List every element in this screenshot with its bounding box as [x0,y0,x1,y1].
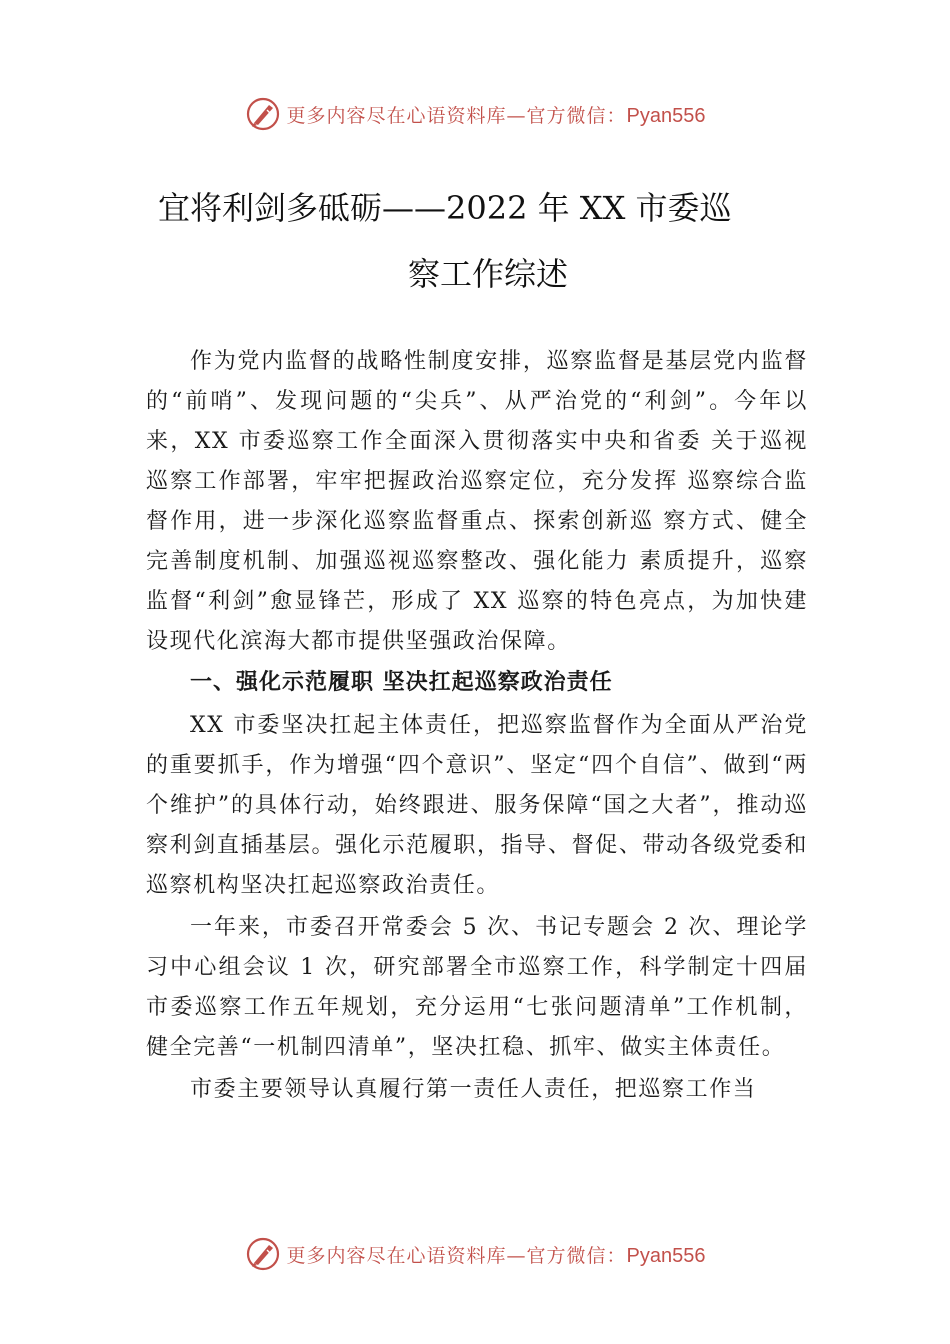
header-banner [0,92,950,136]
header-banner-label: 更多内容尽在心语资料库—官方微信： [286,104,627,127]
footer-banner-text [287,1241,706,1268]
title-line-1: 宜将利剑多砥砺——2022 年 XX 市委巡 [158,189,732,227]
body-paragraph-3: 市委主要领导认真履行第一责任人责任，把巡察工作当 [190,1077,757,1102]
footer-banner-label: 更多内容尽在心语资料库—官方微信： [286,1244,627,1267]
header-banner-text [287,101,706,128]
section-heading-1: 一、强化示范履职 坚决扛起巡察政治责任 [190,670,613,695]
footer-banner-handle: Pyan556 [626,1244,706,1267]
footer-banner [0,1232,950,1276]
intro-paragraph: 作为党内监督的战略性制度安排，巡察监督是基层党内监督的“前哨”、发现问题的“尖兵”、从严治党的“利剑”。今年以来，XX 市委巡察工作全面深入贯彻落实中央和省委 关于巡视巡察工作部署，牢牢把握政治巡察定位，充分发挥 巡察综合监督作用，进一步深化巡察监督重点、探索创新巡 察方式、健全完善制度机制、加强巡视巡察整改、强化能力 素质提升，巡察监督“利剑”愈显锋芒，形成了 XX 巡察的特色亮点，为加快建设现代化滨海大都市提供坚强政治保障。 [146,349,808,654]
document-body [146,342,808,1110]
header-banner-handle: Pyan556 [626,104,706,127]
pen-quill-logo-icon [245,96,281,132]
body-paragraph-2: 一年来，市委召开常委会 5 次、书记专题会 2 次、理论学习中心组会议 1 次，研究部署全市巡察工作，科学制定十四届市委巡察工作五年规划，充分运用“七张问题清单”工作机制，健全完善“一机制四清单”，坚决扛稳、抓牢、做实主体责任。 [146,915,808,1060]
title-line-2: 察工作综述 [408,255,569,293]
pen-quill-logo-icon [245,1236,281,1272]
body-paragraph-1: XX 市委坚决扛起主体责任，把巡察监督作为全面从严治党的重要抓手，作为增强“四个意识”、坚定“四个自信”、做到“两个维护”的具体行动，始终跟进、服务保障“国之大者”，推动巡察利剑直插基层。强化示范履职，指导、督促、带动各级党委和巡察机构坚决扛起巡察政治责任。 [146,713,808,898]
